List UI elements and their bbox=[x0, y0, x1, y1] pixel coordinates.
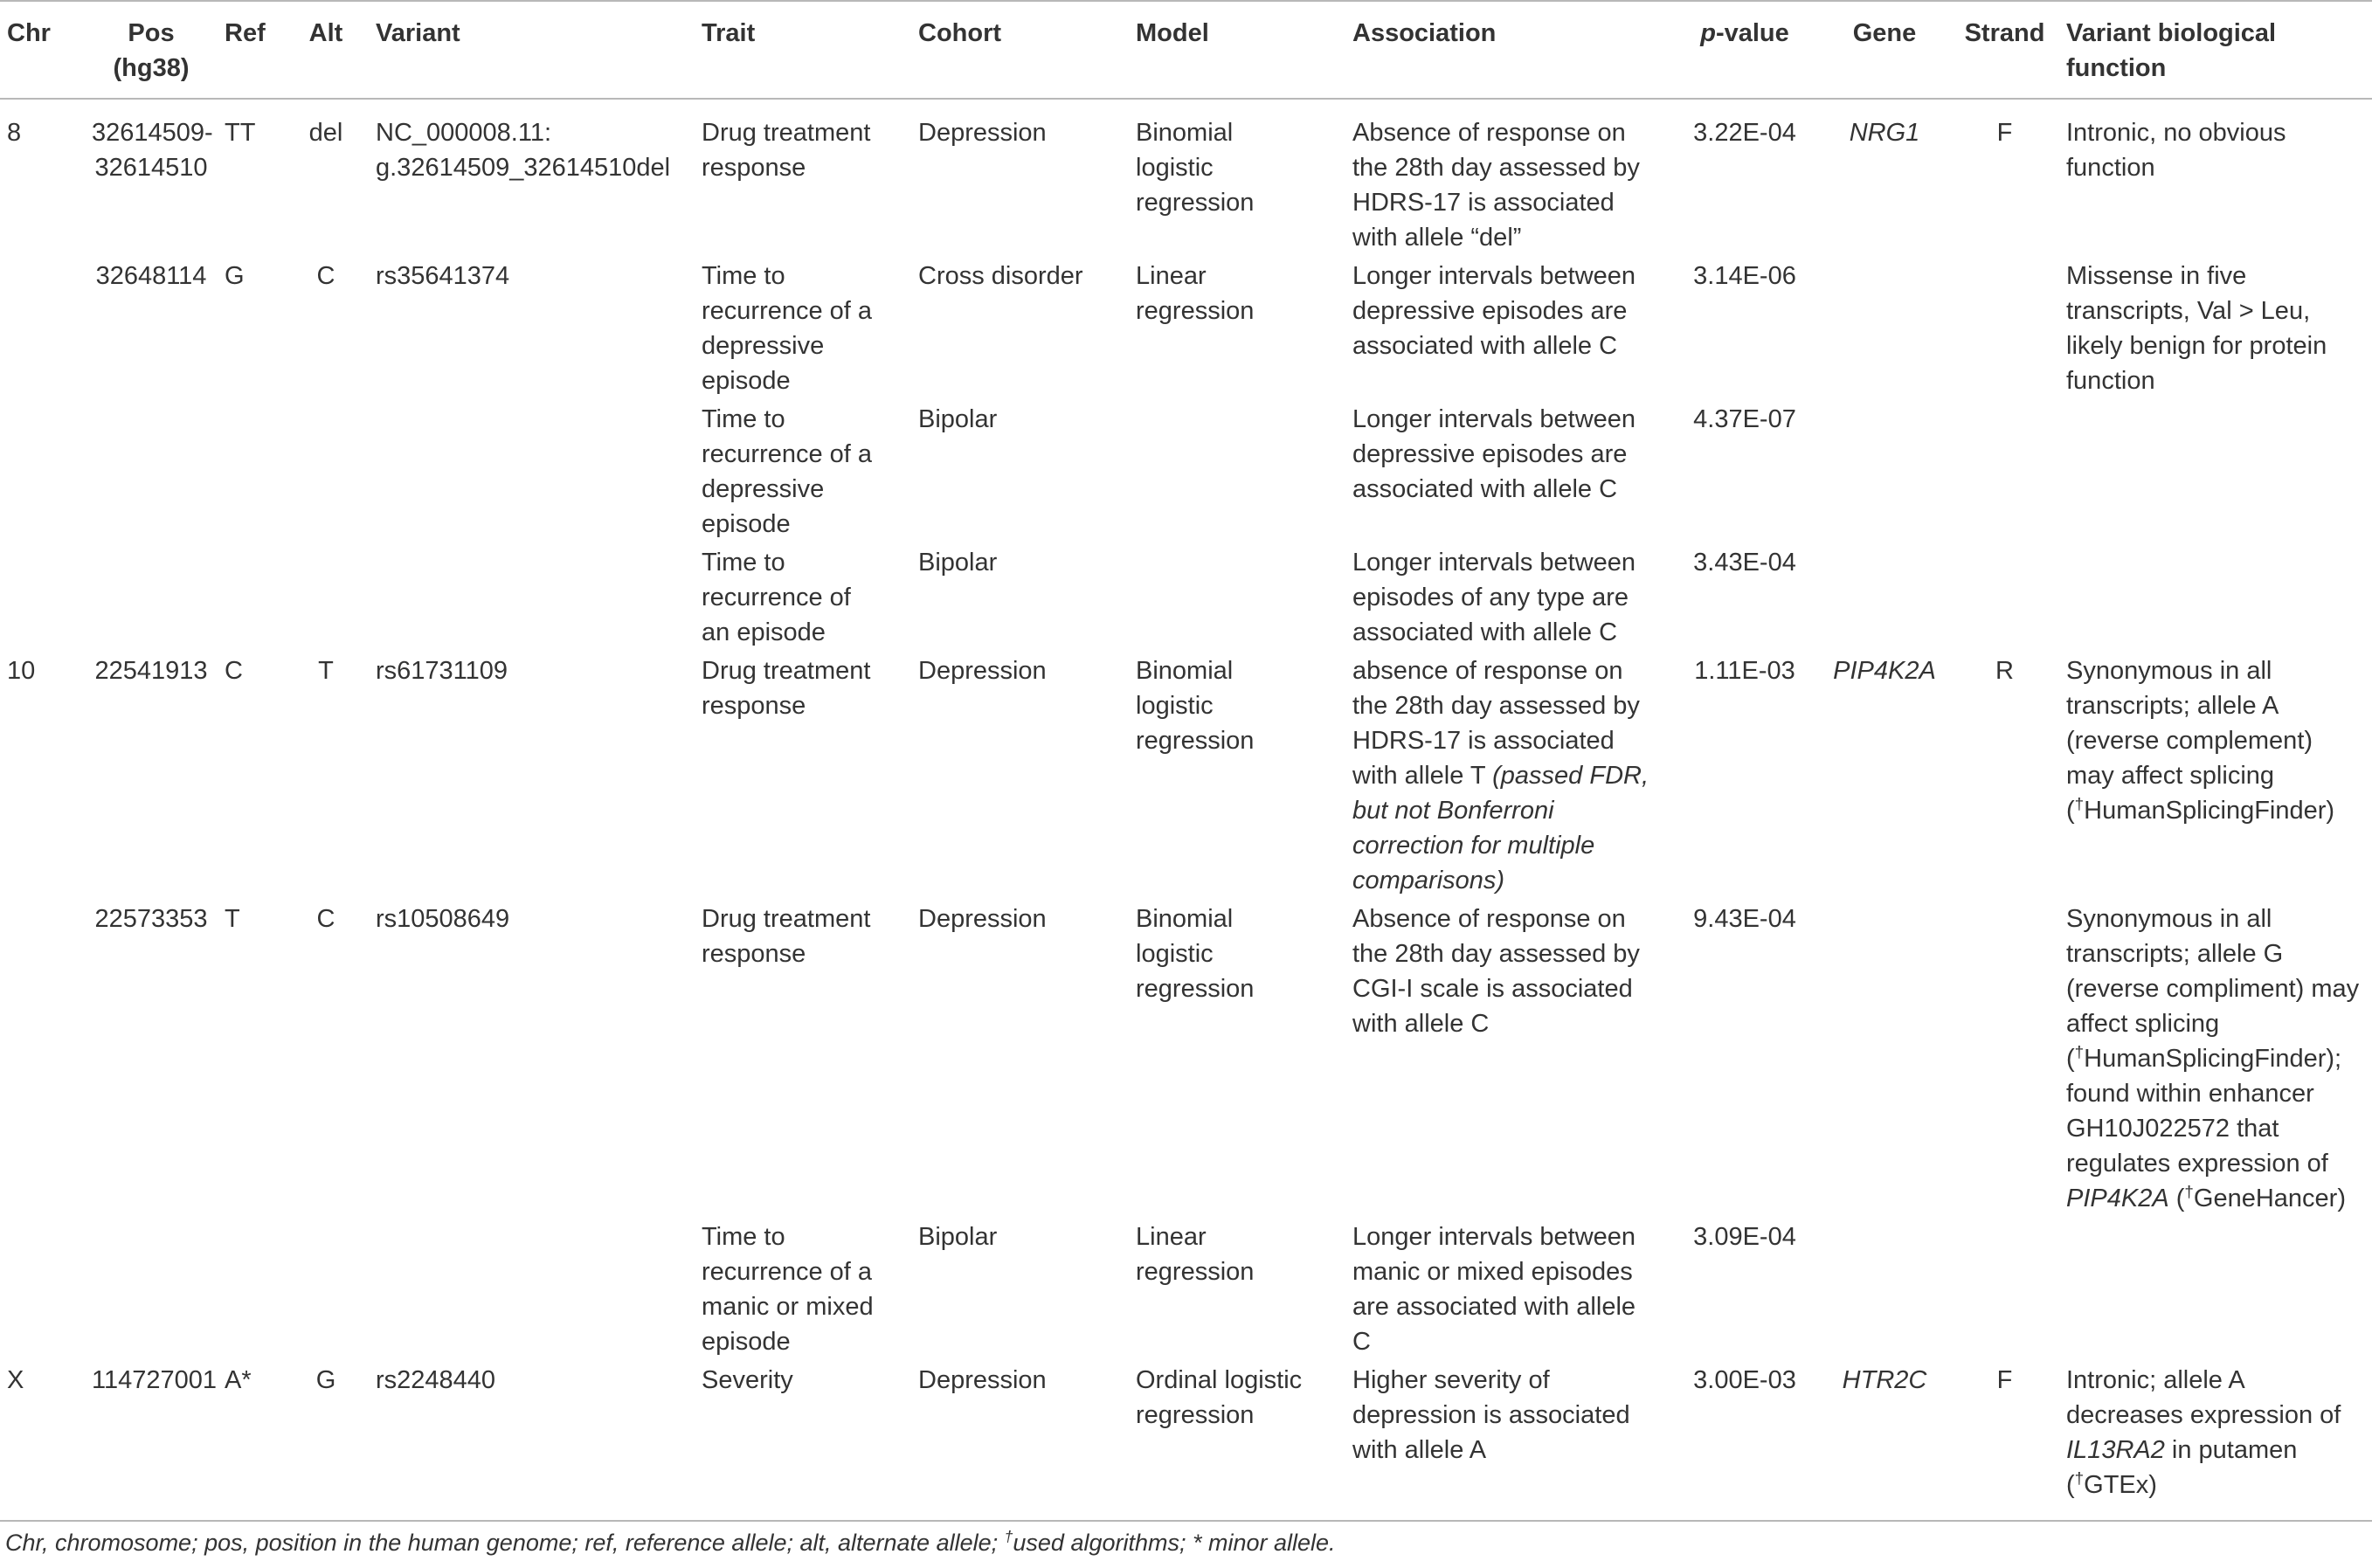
header-function: Variant biological function bbox=[2066, 19, 2277, 82]
cell-chr bbox=[0, 398, 85, 542]
association-text: Longer intervals between depressive episodes are associated with allele C bbox=[1352, 262, 1636, 360]
cell-pos bbox=[85, 1216, 218, 1359]
table-row bbox=[0, 99, 2372, 255]
cell-association bbox=[1345, 542, 1670, 650]
cell-pvalue: 3.00E-03 bbox=[1693, 1366, 1796, 1394]
cell-association bbox=[1345, 255, 1670, 398]
cell-trait: Time to recurrence of an episode bbox=[702, 549, 851, 646]
header-pvalue bbox=[1670, 1, 1819, 99]
cell-gene bbox=[1819, 898, 1950, 1216]
cell-chr bbox=[0, 542, 85, 650]
cell-strand: F bbox=[1996, 119, 2013, 147]
cell-association bbox=[1345, 898, 1670, 1216]
cell-gene bbox=[1819, 398, 1950, 542]
cell-variant bbox=[369, 542, 695, 650]
cell-trait: Time to recurrence of a depressive episode bbox=[702, 405, 873, 538]
cell-ref bbox=[218, 398, 283, 542]
cell-association bbox=[1345, 650, 1670, 898]
cell-model: Binomial logistic regression bbox=[1136, 657, 1255, 755]
cell-variant: rs10508649 bbox=[376, 905, 510, 933]
cell-alt: C bbox=[316, 262, 335, 290]
cell-function: Intronic; allele A decreases expression of IL13RA2 in putamen (†GTEx) bbox=[2066, 1366, 2341, 1499]
header-pos-line1: Pos bbox=[128, 19, 175, 47]
header-pvalue-p: p bbox=[1700, 19, 1716, 47]
cell-association bbox=[1345, 1216, 1670, 1359]
cell-trait: Drug treatment response bbox=[702, 119, 871, 182]
cell-pvalue: 1.11E-03 bbox=[1694, 657, 1795, 685]
cell-cohort: Bipolar bbox=[918, 549, 998, 577]
cell-alt: T bbox=[318, 657, 334, 685]
association-text: Longer intervals between episodes of any type are associated with allele C bbox=[1352, 549, 1636, 646]
cell-model: Binomial logistic regression bbox=[1136, 119, 1255, 217]
table-row bbox=[0, 650, 2372, 898]
cell-ref: C bbox=[225, 657, 243, 685]
cell-pos: 114727001 bbox=[92, 1366, 218, 1394]
cell-alt: del bbox=[308, 119, 343, 147]
header-cohort: Cohort bbox=[918, 19, 1002, 47]
cell-association bbox=[1345, 99, 1670, 255]
cell-function: Intronic, no obvious function bbox=[2066, 119, 2286, 182]
cell-strand: R bbox=[1995, 657, 2014, 685]
cell-strand bbox=[1950, 398, 2059, 542]
cell-cohort: Bipolar bbox=[918, 1223, 998, 1251]
association-text: Higher severity of depression is associated with allele A bbox=[1352, 1366, 1630, 1464]
cell-model bbox=[1129, 398, 1345, 542]
cell-variant: NC_000008.11: g.32614509_32614510del bbox=[376, 119, 671, 182]
header-model: Model bbox=[1136, 19, 1209, 47]
cell-ref: TT bbox=[225, 119, 256, 147]
cell-ref: T bbox=[225, 905, 240, 933]
cell-chr: X bbox=[7, 1366, 24, 1394]
cell-cohort: Depression bbox=[918, 1366, 1047, 1394]
cell-chr bbox=[0, 898, 85, 1216]
cell-gene: NRG1 bbox=[1849, 119, 1920, 147]
cell-chr bbox=[0, 1216, 85, 1359]
cell-trait: Drug treatment response bbox=[702, 657, 871, 720]
cell-gene: HTR2C bbox=[1842, 1366, 1927, 1394]
cell-strand: F bbox=[1996, 1366, 2013, 1394]
cell-gene bbox=[1819, 255, 1950, 398]
cell-strand bbox=[1950, 542, 2059, 650]
cell-alt: G bbox=[315, 1366, 336, 1394]
header-chr: Chr bbox=[7, 19, 51, 47]
cell-alt bbox=[283, 542, 369, 650]
association-text: absence of response on the 28th day assessed by HDRS-17 is associated with allele T bbox=[1352, 657, 1640, 790]
cell-model bbox=[1129, 542, 1345, 650]
association-text: Longer intervals between depressive episodes are associated with allele C bbox=[1352, 405, 1636, 503]
header-pos bbox=[85, 1, 218, 99]
cell-model: Ordinal logistic regression bbox=[1136, 1366, 1303, 1429]
table-row bbox=[0, 398, 2372, 542]
cell-trait: Drug treatment response bbox=[702, 905, 871, 968]
cell-pvalue: 3.14E-06 bbox=[1693, 262, 1796, 290]
cell-pvalue: 3.09E-04 bbox=[1693, 1223, 1796, 1251]
table-row bbox=[0, 542, 2372, 650]
cell-pos: 32648114 bbox=[95, 262, 207, 290]
cell-pvalue: 9.43E-04 bbox=[1693, 905, 1796, 933]
cell-model: Binomial logistic regression bbox=[1136, 905, 1255, 1003]
cell-function bbox=[2059, 542, 2372, 650]
cell-function: Missense in five transcripts, Val > Leu, likely benign for protein function bbox=[2066, 262, 2327, 395]
cell-variant: rs2248440 bbox=[376, 1366, 496, 1394]
cell-gene bbox=[1819, 542, 1950, 650]
cell-chr bbox=[0, 255, 85, 398]
header-row bbox=[0, 1, 2372, 99]
cell-strand bbox=[1950, 898, 2059, 1216]
cell-variant: rs61731109 bbox=[376, 657, 508, 685]
table-footnote: Chr, chromosome; pos, position in the human genome; ref, reference allele; alt, alternate allele; †used algorithms; * minor allele. bbox=[5, 1528, 1336, 1556]
cell-cohort: Depression bbox=[918, 657, 1047, 685]
header-variant: Variant bbox=[376, 19, 460, 47]
association-text: Absence of response on the 28th day assessed by HDRS-17 is associated with allele “del” bbox=[1352, 119, 1640, 252]
cell-function bbox=[2059, 398, 2372, 542]
cell-alt: C bbox=[316, 905, 335, 933]
cell-cohort: Depression bbox=[918, 119, 1047, 147]
cell-chr: 8 bbox=[7, 119, 22, 147]
cell-ref: G bbox=[225, 262, 245, 290]
table-body bbox=[0, 99, 2372, 1521]
cell-pos: 32614509- 32614510 bbox=[92, 119, 213, 182]
cell-association bbox=[1345, 1359, 1670, 1521]
association-text: Longer intervals between manic or mixed episodes are associated with allele C bbox=[1352, 1223, 1636, 1356]
cell-function bbox=[2059, 1216, 2372, 1359]
cell-cohort: Cross disorder bbox=[918, 262, 1083, 290]
header-association: Association bbox=[1352, 19, 1497, 47]
cell-model: Linear regression bbox=[1136, 262, 1255, 325]
table-row bbox=[0, 1216, 2372, 1359]
cell-function: Synonymous in all transcripts; allele A (reverse complement) may affect splicing (†HumanSplicingFinder) bbox=[2066, 657, 2335, 825]
header-alt: Alt bbox=[308, 19, 343, 47]
cell-function: Synonymous in all transcripts; allele G (reverse compliment) may affect splicing (†HumanSplicingFinder); found within enhancer GH10J022572 that regulates expression of PIP4K2A (†GeneHancer) bbox=[2066, 905, 2360, 1212]
cell-model: Linear regression bbox=[1136, 1223, 1255, 1286]
cell-trait: Time to recurrence of a manic or mixed episode bbox=[702, 1223, 874, 1356]
cell-pvalue: 3.22E-04 bbox=[1693, 119, 1796, 147]
table-row bbox=[0, 1359, 2372, 1521]
cell-pos: 22541913 bbox=[94, 657, 208, 685]
cell-alt bbox=[283, 398, 369, 542]
cell-pvalue: 4.37E-07 bbox=[1693, 405, 1796, 433]
cell-pos: 22573353 bbox=[94, 905, 208, 933]
header-strand: Strand bbox=[1964, 19, 2045, 47]
header-pvalue-rest: -value bbox=[1715, 19, 1789, 47]
cell-variant: rs35641374 bbox=[376, 262, 510, 290]
association-note: (passed FDR, but not Bonferroni correction for multiple comparisons) bbox=[1352, 762, 1649, 895]
cell-trait: Time to recurrence of a depressive episode bbox=[702, 262, 873, 395]
header-pos-line2: (hg38) bbox=[113, 54, 190, 82]
cell-alt bbox=[283, 1216, 369, 1359]
cell-cohort: Depression bbox=[918, 905, 1047, 933]
cell-pvalue: 3.43E-04 bbox=[1693, 549, 1796, 577]
cell-pos bbox=[85, 542, 218, 650]
cell-ref bbox=[218, 542, 283, 650]
cell-strand bbox=[1950, 1216, 2059, 1359]
header-trait: Trait bbox=[702, 19, 756, 47]
cell-gene bbox=[1819, 1216, 1950, 1359]
cell-chr: 10 bbox=[7, 657, 36, 685]
association-text: Absence of response on the 28th day assessed by CGI-I scale is associated with allele C bbox=[1352, 905, 1640, 1038]
cell-trait: Severity bbox=[702, 1366, 793, 1394]
cell-strand bbox=[1950, 255, 2059, 398]
cell-variant bbox=[369, 1216, 695, 1359]
cell-ref bbox=[218, 1216, 283, 1359]
cell-pos bbox=[85, 398, 218, 542]
cell-gene: PIP4K2A bbox=[1833, 657, 1936, 685]
header-ref: Ref bbox=[225, 19, 266, 47]
table-row bbox=[0, 255, 2372, 398]
cell-variant bbox=[369, 398, 695, 542]
table-row bbox=[0, 898, 2372, 1216]
cell-cohort: Bipolar bbox=[918, 405, 998, 433]
cell-association bbox=[1345, 398, 1670, 542]
header-gene: Gene bbox=[1852, 19, 1917, 47]
cell-ref: A* bbox=[225, 1366, 252, 1394]
